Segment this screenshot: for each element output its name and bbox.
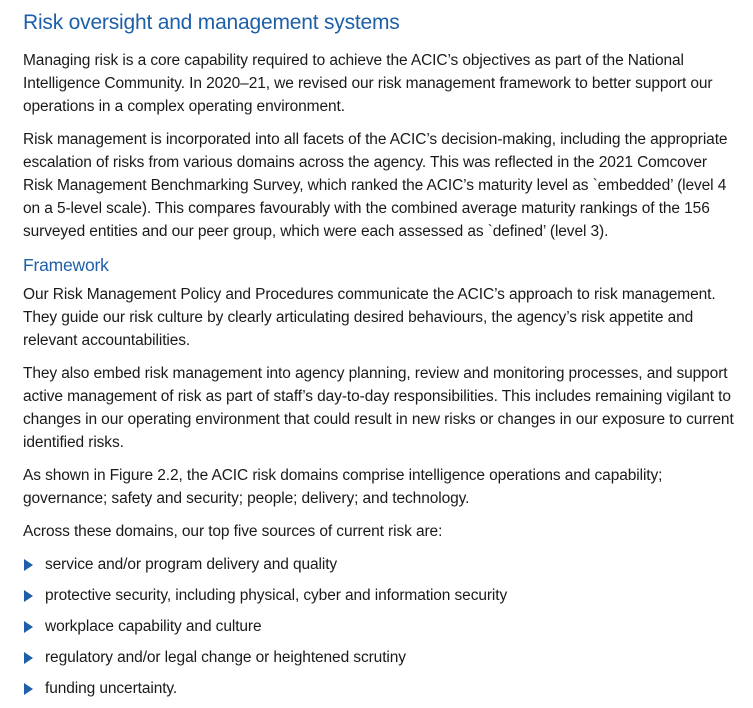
- intro-paragraph-2: Risk management is incorporated into all facets of the ACIC’s decision-making, including the appropriate escalation of risks from various domains across the agency. This was reflected in the 2021 Comcover Risk Management Benchmarking Survey, which ranked the ACIC’s maturity level as `embedded’ (level 4 on a 5-level scale). This compares favourably with the combined average maturity rankings of the 156 surveyed entities and our peer group, which were each assessed as `defined’ (level 3).: [23, 131, 728, 240]
- triangle-bullet-icon: [24, 683, 33, 695]
- list-item: [23, 553, 738, 576]
- list-item: [23, 646, 738, 669]
- list-item-text: service and/or program delivery and quality: [45, 556, 338, 573]
- list-item: [23, 677, 738, 700]
- risk-list: [23, 553, 738, 700]
- framework-paragraph-2: They also embed risk management into agency planning, review and monitoring processes, and support active management of risk as part of staff’s day-to-day responsibilities. This includes remaining vigilant to changes in our operating environment that could result in new risks or changes in our exposure to current identified risks.: [23, 365, 734, 451]
- section-heading: Risk oversight and management systems: [23, 11, 400, 34]
- list-item-text: regulatory and/or legal change or heightened scrutiny: [45, 649, 406, 666]
- triangle-bullet-icon: [24, 559, 33, 571]
- list-item: [23, 615, 738, 638]
- triangle-bullet-icon: [24, 621, 33, 633]
- triangle-bullet-icon: [24, 652, 33, 664]
- framework-subheading: Framework: [23, 255, 109, 275]
- list-item-text: protective security, including physical, cyber and information security: [45, 587, 508, 604]
- document-page: [23, 8, 738, 708]
- list-item-text: workplace capability and culture: [45, 618, 262, 635]
- framework-paragraph-3: As shown in Figure 2.2, the ACIC risk domains comprise intelligence operations and capability; governance; safety and security; people; delivery; and technology.: [23, 467, 663, 507]
- framework-paragraph-4: Across these domains, our top five sources of current risk are:: [23, 523, 443, 540]
- list-item: [23, 584, 738, 607]
- framework-paragraph-1: Our Risk Management Policy and Procedures communicate the ACIC’s approach to risk management. They guide our risk culture by clearly articulating desired behaviours, the agency’s risk appetite and relevant accountabilities.: [23, 286, 716, 349]
- triangle-bullet-icon: [24, 590, 33, 602]
- list-item-text: funding uncertainty.: [45, 680, 178, 697]
- intro-paragraph-1: Managing risk is a core capability required to achieve the ACIC’s objectives as part of the National Intelligence Community. In 2020–21, we revised our risk management framework to better support our operations in a complex operating environment.: [23, 52, 713, 115]
